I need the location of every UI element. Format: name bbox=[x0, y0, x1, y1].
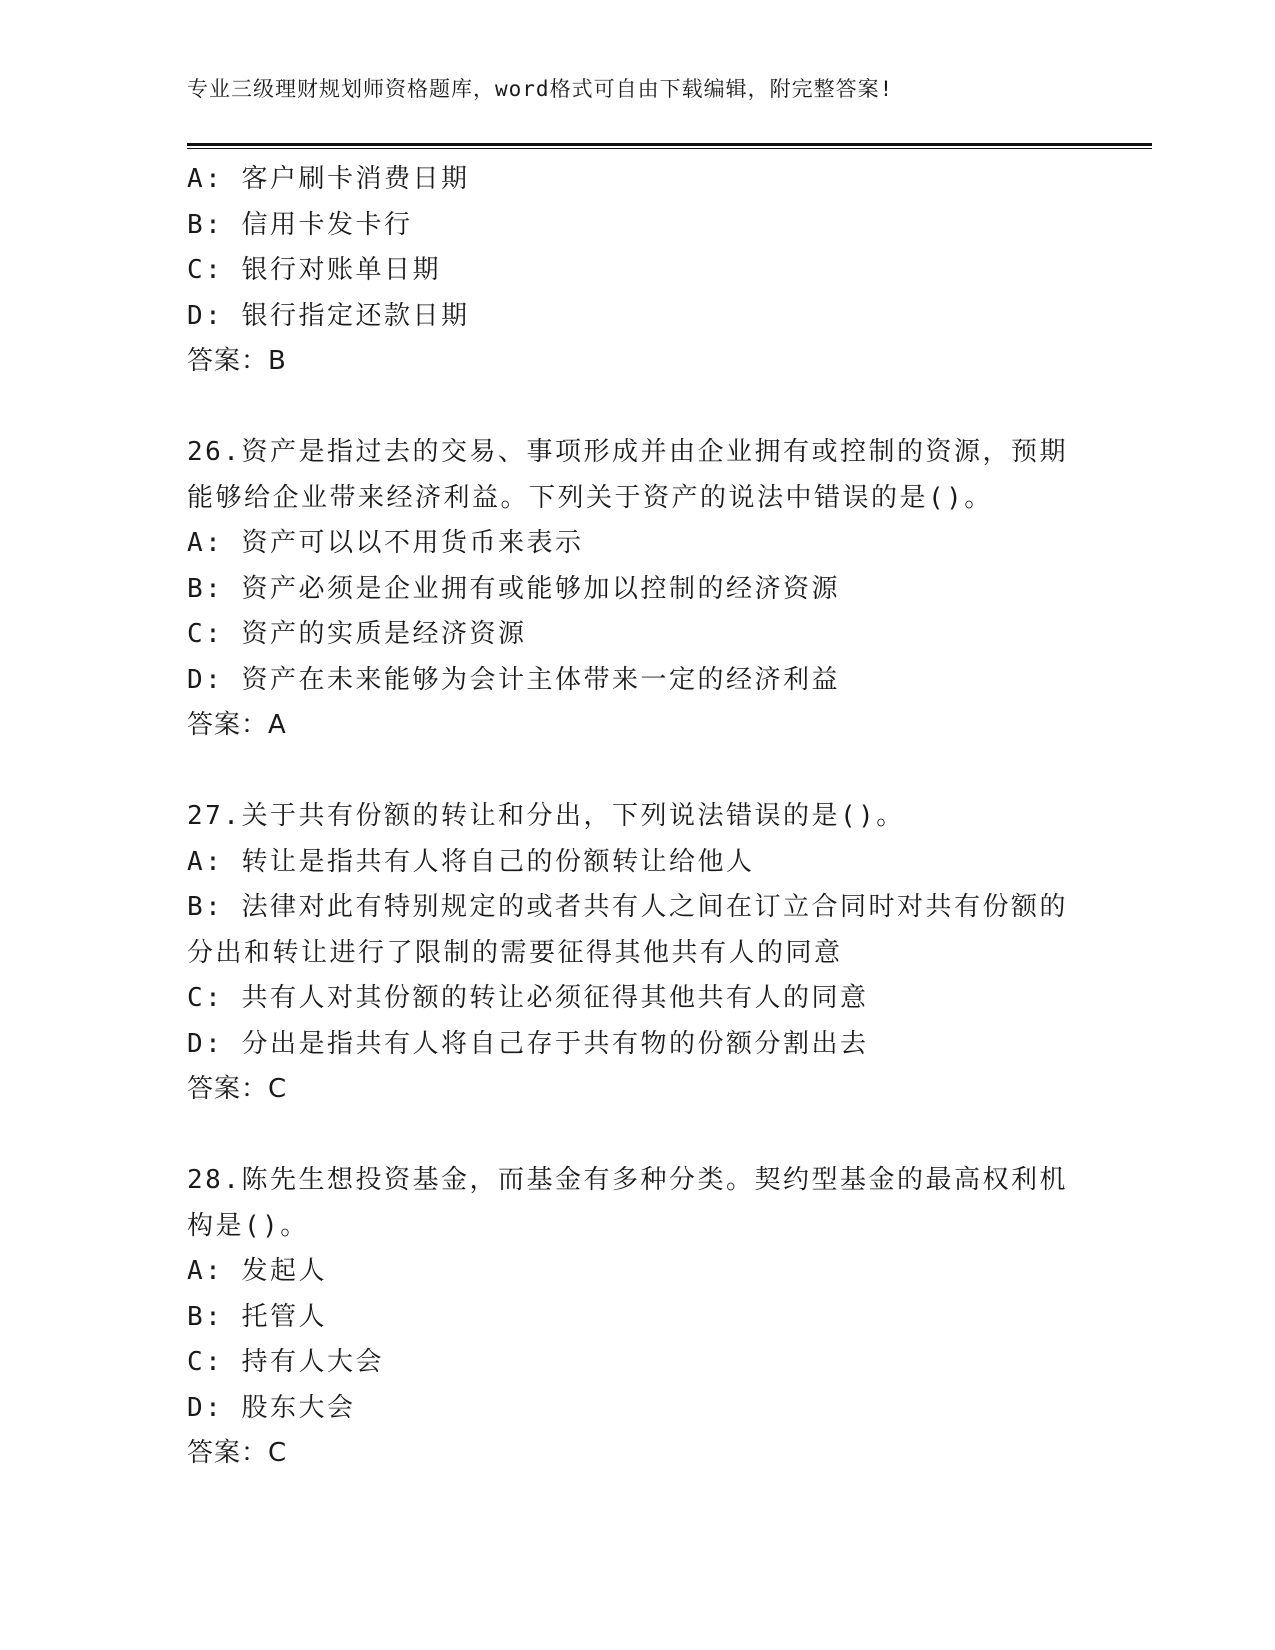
question-stem: 构是()。 bbox=[187, 1210, 309, 1241]
option-a: A: 发起人 bbox=[187, 1256, 327, 1286]
answer-line: 答案：B bbox=[187, 346, 287, 376]
question-stem: 28.陈先生想投资基金，而基金有多种分类。契约型基金的最高权利机 bbox=[187, 1165, 1068, 1195]
option-a: A: 转让是指共有人将自己的份额转让给他人 bbox=[187, 846, 755, 877]
option-b: B: 法律对此有特别规定的或者共有人之间在订立合同时对共有份额的 bbox=[187, 892, 1068, 922]
option-c: C: 银行对账单日期 bbox=[187, 255, 441, 285]
question-26 bbox=[187, 430, 1087, 749]
question-25 bbox=[187, 157, 1087, 385]
option-d: D: 分出是指共有人将自己存于共有物的份额分割出去 bbox=[187, 1028, 869, 1059]
option-c: C: 共有人对其份额的转让必须征得其他共有人的同意 bbox=[187, 983, 869, 1013]
option-b: B: 托管人 bbox=[187, 1301, 327, 1332]
option-d: D: 资产在未来能够为会计主体带来一定的经济利益 bbox=[187, 664, 840, 695]
option-d: D: 银行指定还款日期 bbox=[187, 300, 470, 331]
spacer bbox=[187, 1113, 1087, 1159]
question-content bbox=[187, 157, 1087, 1477]
spacer bbox=[187, 385, 1087, 431]
option-b: B: 信用卡发卡行 bbox=[187, 209, 413, 240]
spacer bbox=[187, 749, 1087, 795]
option-d: D: 股东大会 bbox=[187, 1392, 356, 1423]
question-stem: 能够给企业带来经济利益。下列关于资产的说法中错误的是()。 bbox=[187, 482, 993, 513]
question-28 bbox=[187, 1158, 1087, 1477]
option-a: A: 客户刷卡消费日期 bbox=[187, 164, 470, 194]
answer-line: 答案：C bbox=[187, 1074, 288, 1104]
question-27 bbox=[187, 794, 1087, 1113]
header-divider bbox=[187, 143, 1152, 149]
option-c: C: 持有人大会 bbox=[187, 1347, 384, 1377]
question-stem: 26.资产是指过去的交易、事项形成并由企业拥有或控制的资源，预期 bbox=[187, 437, 1068, 467]
option-c: C: 资产的实质是经济资源 bbox=[187, 619, 527, 649]
option-b-continued: 分出和转让进行了限制的需要征得其他共有人的同意 bbox=[187, 937, 843, 968]
page-header: 专业三级理财规划师资格题库，word格式可自由下载编辑，附完整答案! bbox=[187, 77, 894, 101]
answer-line: 答案：C bbox=[187, 1438, 288, 1468]
answer-line: 答案：A bbox=[187, 710, 287, 740]
option-b: B: 资产必须是企业拥有或能够加以控制的经济资源 bbox=[187, 573, 840, 604]
question-stem: 27.关于共有份额的转让和分出，下列说法错误的是()。 bbox=[187, 801, 905, 831]
option-a: A: 资产可以以不用货币来表示 bbox=[187, 528, 584, 558]
